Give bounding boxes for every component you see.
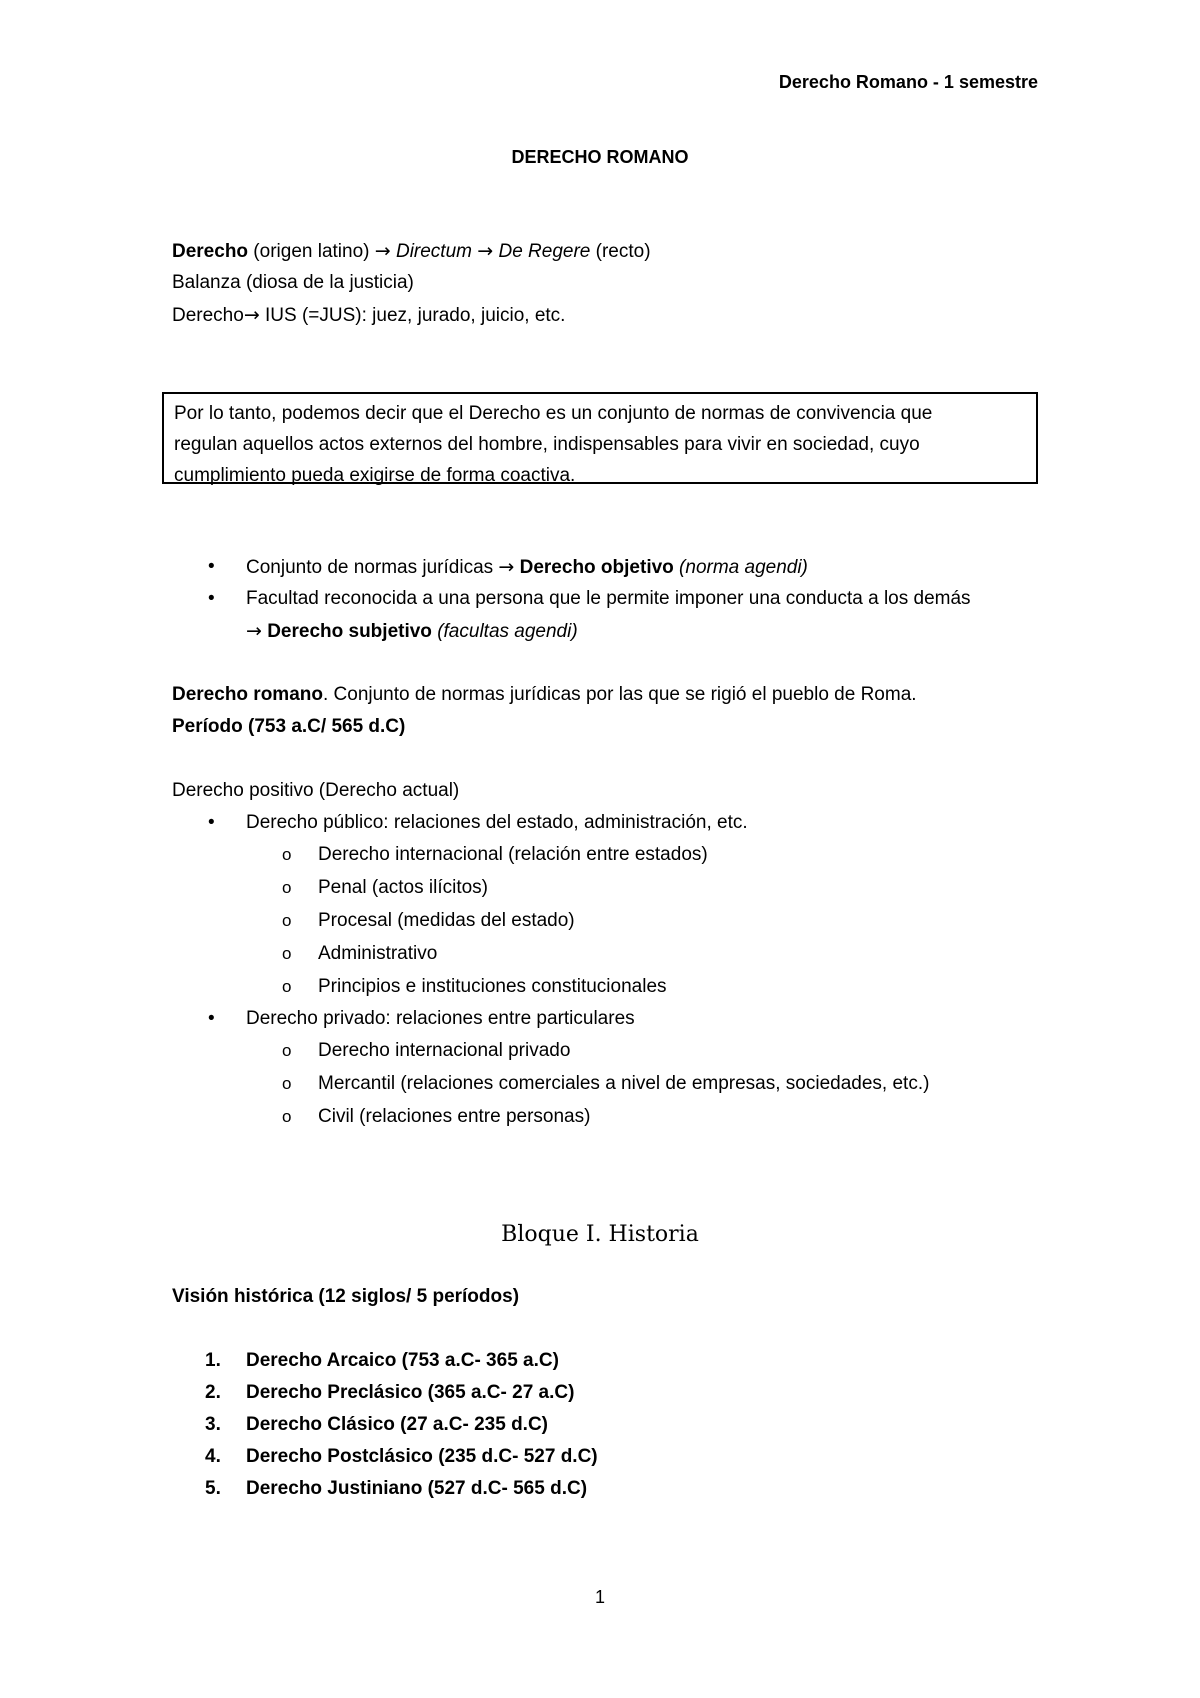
historical-title: Visión histórica (12 siglos/ 5 períodos) — [172, 1286, 520, 1307]
page-number: 1 — [594, 1587, 605, 1607]
bullet-marker: • — [208, 588, 215, 609]
private-law-item: Derecho privado: relaciones entre particulares — [246, 1008, 635, 1029]
public-law-item: Derecho público: relaciones del estado, administración, etc. — [246, 812, 748, 833]
bullet-marker: • — [208, 556, 215, 577]
intro-line-2: Balanza (diosa de la justicia) — [172, 272, 414, 293]
sub-bullet-marker: o — [282, 944, 292, 963]
arrow-right-icon: → — [477, 240, 494, 262]
private-law-subitem: Derecho internacional privado — [318, 1040, 571, 1061]
list-number: 2. — [205, 1382, 221, 1403]
private-law-subitem: Civil (relaciones entre personas) — [318, 1106, 591, 1127]
running-header: Derecho Romano - 1 semestre — [778, 72, 1038, 92]
roman-law-period: Período (753 a.C/ 565 d.C) — [172, 716, 406, 737]
period-item: Derecho Arcaico (753 a.C- 365 a.C) — [246, 1350, 559, 1371]
bullet-text: Conjunto de normas jurídicas — [246, 557, 499, 578]
bullet-marker: • — [208, 1008, 215, 1029]
derecho-term: Derecho — [172, 241, 249, 262]
objective-law-term: Derecho objetivo — [514, 557, 674, 578]
roman-law-definition — [172, 684, 917, 706]
ius-text: IUS (=JUS): juez, jurado, juicio, etc. — [259, 305, 566, 326]
list-number: 1. — [205, 1350, 221, 1371]
public-law-subitem: Principios e instituciones constitucionales — [318, 976, 667, 997]
subjective-law-term: Derecho subjetivo — [261, 621, 432, 642]
list-number: 4. — [205, 1446, 221, 1467]
public-law-subitem: Procesal (medidas del estado) — [318, 910, 575, 931]
sub-bullet-marker: o — [282, 911, 292, 930]
bullet-objective-law — [246, 556, 808, 579]
sub-bullet-marker: o — [282, 1074, 292, 1093]
arrow-right-icon: → — [243, 304, 260, 326]
facultas-agendi-term: (facultas agendi) — [431, 621, 578, 642]
bullet-subjective-law: Facultad reconocida a una persona que le permite imponer una conducta a los demás — [246, 588, 971, 609]
section-heading: Bloque I. Historia — [501, 1222, 699, 1247]
recto-text: (recto) — [590, 241, 651, 262]
list-number: 3. — [205, 1414, 221, 1435]
period-item: Derecho Postclásico (235 d.C- 527 d.C) — [246, 1446, 598, 1467]
arrow-right-icon: → — [246, 620, 262, 642]
intro-line-1 — [172, 240, 651, 263]
arrow-right-icon: → — [374, 240, 391, 262]
public-law-subitem: Administrativo — [318, 943, 438, 964]
positive-law-title: Derecho positivo (Derecho actual) — [172, 780, 460, 801]
definition-line: cumplimiento pueda exigirse de forma coactiva. — [174, 465, 576, 486]
sub-bullet-marker: o — [282, 878, 292, 897]
definition-line: Por lo tanto, podemos decir que el Derecho es un conjunto de normas de convivencia que — [174, 403, 933, 424]
origin-text: (origen latino) — [248, 241, 375, 262]
private-law-subitem: Mercantil (relaciones comerciales a nivel de empresas, sociedades, etc.) — [318, 1073, 930, 1094]
sub-bullet-marker: o — [282, 1107, 292, 1126]
sub-bullet-marker: o — [282, 1041, 292, 1060]
definition-line: regulan aquellos actos externos del hombre, indispensables para vivir en sociedad, cuyo — [174, 434, 920, 455]
directum-term: Directum — [395, 241, 472, 262]
bullet-marker: • — [208, 812, 215, 833]
sub-bullet-marker: o — [282, 845, 292, 864]
intro-line-3 — [172, 304, 565, 327]
bullet-subjective-law-cont — [246, 620, 578, 643]
period-item: Derecho Justiniano (527 d.C- 565 d.C) — [246, 1478, 588, 1499]
public-law-subitem: Derecho internacional (relación entre estados) — [318, 844, 708, 865]
document-title: DERECHO ROMANO — [511, 147, 689, 167]
sub-bullet-marker: o — [282, 977, 292, 996]
period-item: Derecho Preclásico (365 a.C- 27 a.C) — [246, 1382, 575, 1403]
derecho-word: Derecho — [172, 305, 244, 326]
norma-agendi-term: (norma agendi) — [673, 557, 808, 578]
public-law-subitem: Penal (actos ilícitos) — [318, 877, 489, 898]
roman-law-term: Derecho romano — [172, 684, 323, 705]
period-item: Derecho Clásico (27 a.C- 235 d.C) — [246, 1414, 548, 1435]
de-regere-term: De Regere — [498, 241, 591, 262]
definition-box — [162, 392, 1038, 484]
roman-law-text: . Conjunto de normas jurídicas por las que se rigió el pueblo de Roma. — [322, 684, 917, 705]
arrow-right-icon: → — [498, 556, 515, 578]
list-number: 5. — [205, 1478, 221, 1499]
